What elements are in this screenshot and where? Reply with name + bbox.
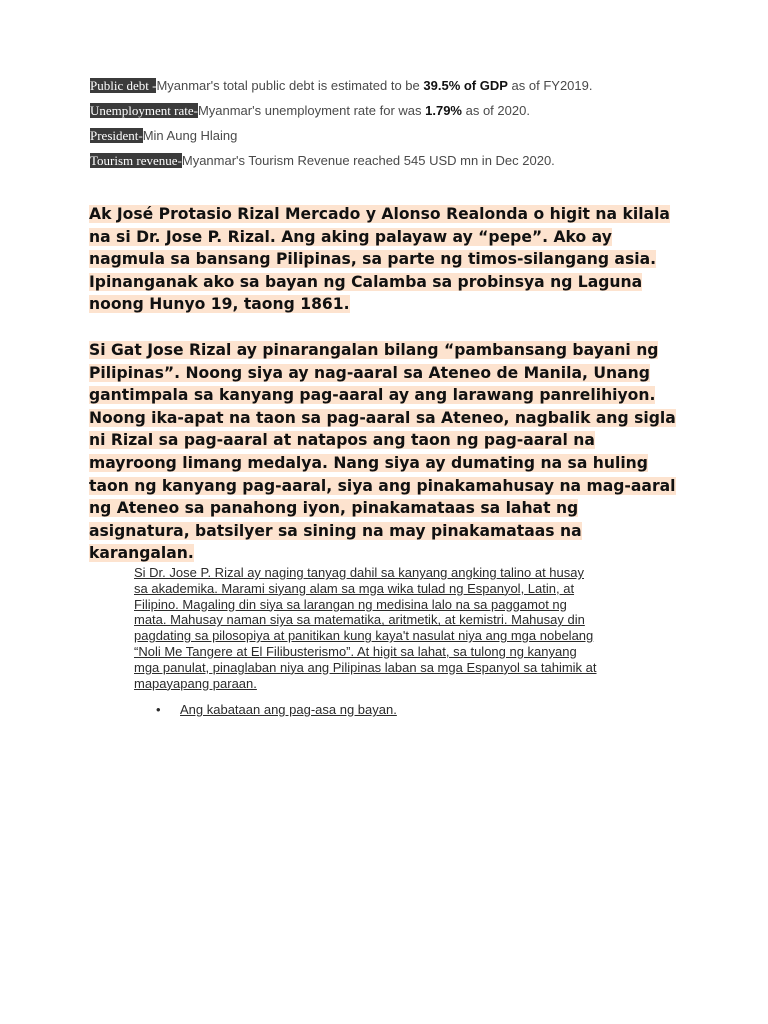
highlighted-text: Ak José Protasio Rizal Mercado y Alonso Realonda o higit na kilala na si Dr. Jose P. Rizal. Ang aking palayaw ay “pepe”. Ako ay nagmula sa bansang Pilipinas, sa parte ng timos-silangang asia. Ipinanganak ako sa bayan ng Calamba sa probinsya ng Laguna noong Hunyo 19, taong 1861. — [89, 205, 670, 314]
fact-text: Min Aung Hlaing — [142, 128, 238, 143]
fact-text: Myanmar's total public debt is estimated to be — [156, 78, 424, 93]
fact-label: Unemployment rate- — [90, 103, 198, 118]
fact-text: Myanmar's unemployment rate for was — [197, 103, 426, 118]
fact-label: President- — [90, 128, 143, 143]
facts-list — [90, 77, 710, 177]
fact-president — [90, 127, 710, 144]
text-line: pagdating sa pilosopiya at panitikan kung kaya't nasulat niya ang mga nobelang — [134, 628, 594, 644]
bullet-list — [156, 702, 397, 718]
text-line: Filipino. Magaling din siya sa larangan ng medisina lalo na sa paggamot ng — [134, 596, 567, 612]
fact-label: Tourism revenue- — [90, 153, 182, 168]
fact-text-end: as of 2020. — [462, 103, 530, 118]
rizal-intro-paragraph — [89, 203, 679, 316]
fact-tourism-revenue — [90, 152, 710, 169]
text-line: “Noli Me Tangere at El Filibusterismo”. At higit sa lahat, sa tulong ng kanyang — [134, 643, 577, 659]
fact-text: Myanmar's Tourism Revenue reached 545 USD mn in Dec 2020. — [181, 153, 555, 168]
list-item — [156, 702, 397, 718]
text-line: Si Dr. Jose P. Rizal ay naging tanyag dahil sa kanyang angking talino at husay — [134, 565, 584, 580]
fact-bold-value: 39.5% of GDP — [423, 78, 508, 93]
rizal-honors-paragraph — [89, 339, 679, 565]
fact-public-debt — [90, 77, 710, 94]
fact-unemployment — [90, 102, 710, 119]
rizal-talent-paragraph — [134, 565, 679, 691]
bullet-text: Ang kabataan ang pag-asa ng bayan. — [180, 702, 397, 717]
highlighted-text: Si Gat Jose Rizal ay pinarangalan bilang “pambansang bayani ng Pilipinas”. Noong siya ay nag-aaral sa Ateneo de Manila, Unang gantimpala sa kanyang pag-aaral ay ang larawang panrelihiyon. Noong ika-apat na taon sa pag-aaral sa Ateneo, nagbalik ang sigla ni Rizal sa pag-aaral at natapos ang taon ng pag-aaral na mayroong limang medalya. Nang siya ay dumating na sa huling taon ng kanyang pag-aaral, siya ang pinakamahusay na mag-aaral ng Ateneo sa panahong iyon, pinakamataas sa lahat ng asignatura, batsilyer sa sining na may pinakamataas na karangalan. — [89, 341, 676, 563]
text-line: mata. Mahusay naman siya sa matematika, aritmetik, at kemistri. Mahusay din — [134, 612, 585, 628]
text-line: mga panulat, pinaglaban niya ang Pilipinas laban sa mga Espanyol sa tahimik at — [134, 659, 597, 675]
bullet-icon: • — [156, 702, 161, 717]
text-line: sa akademika. Marami siyang alam sa mga wika tulad ng Espanyol, Latin, at — [134, 580, 575, 596]
fact-bold-value: 1.79% — [425, 103, 462, 118]
fact-text-end: as of FY2019. — [507, 78, 593, 93]
fact-label: Public debt - — [90, 78, 157, 93]
text-line: mapayapang paraan. — [134, 675, 257, 691]
